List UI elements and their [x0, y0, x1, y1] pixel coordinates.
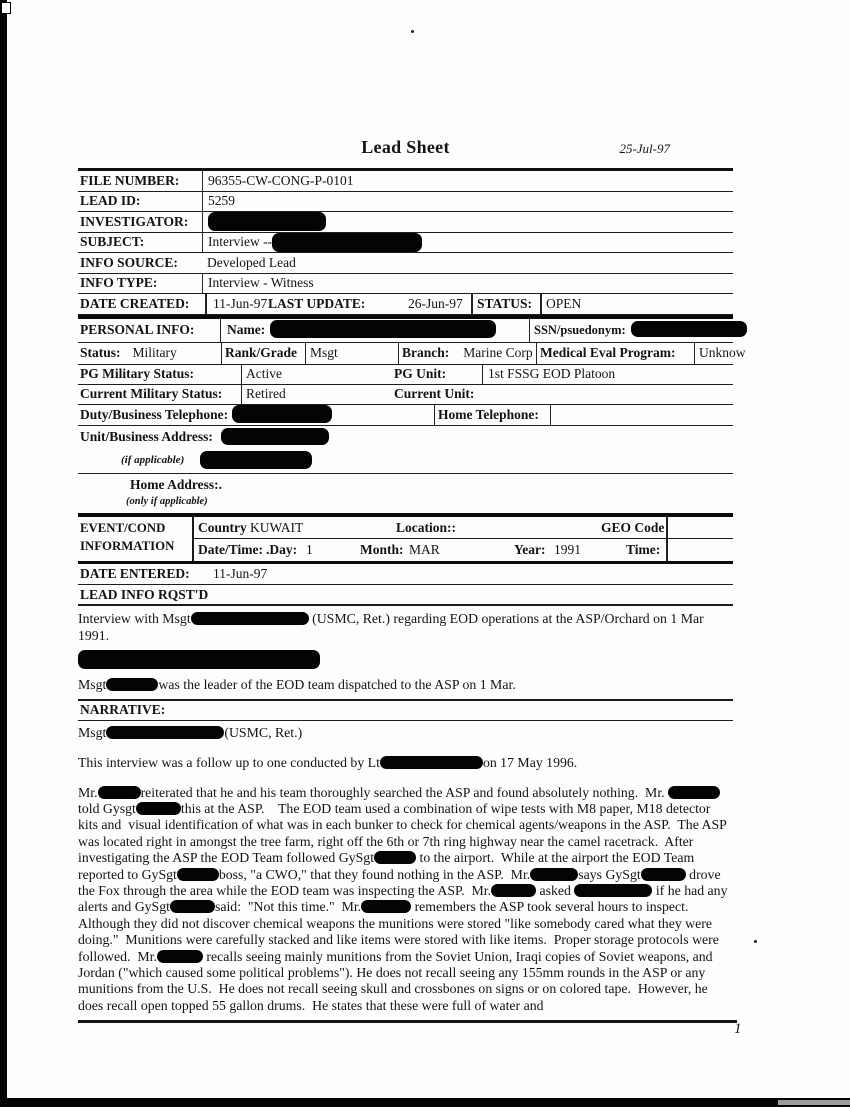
info-type-label: INFO TYPE:	[80, 275, 158, 291]
subject-label: SUBJECT:	[80, 234, 145, 250]
leader-line: Msgt was the leader of the EOD team dispatched to the ASP on 1 Mar.	[78, 677, 733, 700]
redaction-box	[530, 868, 578, 881]
branch-value: Marine Corp	[463, 345, 533, 361]
lead-id-label: LEAD ID:	[80, 193, 141, 209]
redaction-box	[491, 884, 536, 897]
personal-info-label: PERSONAL INFO:	[80, 322, 195, 338]
current-unit-label: Current Unit:	[394, 386, 475, 402]
ssn-label: SSN/psuedonym:	[534, 323, 626, 337]
document-body	[78, 137, 746, 1023]
status-label: STATUS:	[477, 295, 533, 311]
date-entered-row	[78, 565, 733, 585]
file-number-label: FILE NUMBER:	[80, 172, 180, 188]
redaction-box	[208, 212, 326, 231]
file-number-value: 96355-CW-CONG-P-0101	[202, 171, 733, 191]
geo-code-label: GEO Code	[601, 519, 665, 535]
pg-military-status-label: PG Military Status:	[80, 366, 194, 382]
date-entered-value: 11-Jun-97	[213, 566, 268, 582]
subject-value: Interview --	[202, 233, 733, 253]
identification-table	[78, 168, 733, 315]
home-telephone-label: Home Telephone:	[434, 405, 550, 425]
divider	[471, 294, 473, 314]
redaction-box	[272, 233, 422, 252]
redaction-box	[200, 451, 312, 469]
narrative-body: Mr. reiterated that he and his team thoroughly searched the ASP and found absolutely nothing. Mr. told Gysgt this at the ASP. The EOD team used a combination of wipe tests with M8 paper, M18 detector kits and visual identification of what was in each bunker to check for chemical agents/weapons in the ASP. The ASP was located right in amongst the tree farm, right off the 6th or 7th ring highway near the camel racetrack. After investigating the ASP the EOD Team followed GySgt to the airport. While at the airport the EOD Team reported to GySgt boss, "a CWO," that they found nothing in the ASP. Mr. says GySgt drove the Fox through the area while the EOD team was inspecting the ASP. Mr. asked if he had any alerts and GySgt said: "Not this time." Mr. remembers the ASP took several hours to inspect. Although they did not discover chemical weapons the munitions were stored "like somebody cared what they were doing." Munitions were carefully stacked and like items were stored with like items. Proper storage protocols were followed. Mr. recalls seeing mainly munitions from the Soviet Union, Iraqi copies of Soviet weapons, and Jordan ("which caused some political problems"). He does not recall seeing any 155mm rounds in the ASP or any munitions from the U.S. He does not recall seeing skull and crossbones on signs or on colored tape. However, he does recall open topped 55 gallon drums. He states that these were full of water and	[78, 784, 731, 1013]
scanner-edge-left	[0, 0, 7, 1107]
home-address-block	[78, 474, 733, 517]
narrative-header-row	[78, 701, 733, 721]
rank-grade-label: Rank/Grade	[221, 343, 305, 364]
redaction-box	[106, 726, 224, 739]
redaction-box	[136, 802, 181, 815]
narrative-followup: This interview was a follow up to one conducted by Lt on 17 May 1996.	[78, 755, 578, 771]
current-military-status-label: Current Military Status:	[80, 386, 223, 402]
event-cond-section	[78, 517, 733, 564]
last-update-value: 26-Jun-97	[408, 295, 463, 311]
narrative-intro: Msgt (USMC, Ret.)	[78, 724, 303, 740]
redacted-line	[78, 650, 733, 671]
if-applicable-note: (if applicable)	[121, 454, 185, 467]
duty-telephone-label: Duty/Business Telephone:	[80, 406, 229, 422]
status-label: Status:	[80, 345, 121, 361]
name-cell	[220, 319, 529, 342]
branch-label: Branch:	[402, 345, 450, 361]
unit-address-line2	[78, 449, 733, 473]
subject-row	[78, 233, 733, 254]
pg-unit-label: PG Unit:	[394, 366, 447, 382]
personal-info-row	[78, 319, 733, 343]
rank-grade-value: Msgt	[305, 343, 398, 364]
pg-status-row	[78, 365, 733, 385]
footer-rule	[78, 1020, 737, 1023]
info-source-label: INFO SOURCE:	[80, 254, 178, 270]
date-created-label: DATE CREATED:	[80, 295, 190, 311]
scan-artifact-dot	[754, 940, 757, 943]
duty-telephone-cell	[78, 405, 434, 425]
status-value: OPEN	[546, 295, 582, 311]
info-source-value: Developed Lead	[207, 254, 296, 270]
country-label: Country	[198, 519, 247, 535]
event-cond-fields	[194, 517, 733, 561]
only-if-applicable-note: (only if applicable)	[126, 496, 208, 508]
day-label: .Day:	[266, 541, 298, 557]
location-label: Location::	[396, 519, 456, 535]
home-telephone-value-empty	[550, 405, 733, 425]
lead-info-header-row	[78, 585, 733, 607]
unit-address-line1	[78, 426, 733, 449]
date-created-row	[78, 294, 733, 315]
scanner-edge-notch	[1, 2, 11, 14]
redaction-box	[78, 650, 320, 669]
pg-unit-value: 1st FSSG EOD Platoon	[482, 365, 733, 384]
personal-info-section	[78, 319, 746, 517]
redaction-box	[177, 868, 219, 881]
date-created-value: 11-Jun-97	[213, 295, 268, 311]
current-status-row	[78, 385, 733, 405]
branch-cell	[398, 343, 536, 364]
redaction-box	[668, 786, 720, 799]
redaction-box	[270, 320, 496, 338]
header-date: 25-Jul-97	[619, 141, 670, 156]
name-label: Name:	[227, 322, 266, 338]
lead-info-header: LEAD INFO RQST'D	[80, 586, 209, 602]
unit-address2-redacted	[200, 451, 312, 471]
event-label-line1: EVENT/COND	[80, 520, 166, 535]
medical-eval-value: Unknow	[694, 343, 746, 364]
redaction-box	[361, 900, 411, 913]
home-address-label: Home Address:.	[130, 477, 223, 492]
redaction-box	[380, 756, 483, 769]
lead-id-row	[78, 192, 733, 213]
unit-address-block	[78, 426, 733, 474]
scanner-edge-bottom-fade	[778, 1100, 850, 1105]
country-value: KUWAIT	[250, 519, 304, 535]
redaction-box	[221, 428, 329, 445]
page-number: 1	[734, 1021, 742, 1037]
page-title: Lead Sheet	[361, 137, 450, 157]
document-header	[78, 137, 733, 168]
name-value-redacted	[270, 320, 496, 340]
status-value: Military	[132, 345, 177, 361]
last-update-label: LAST UPDATE:	[268, 295, 366, 311]
current-military-status-value: Retired	[241, 385, 394, 404]
date-entered-label: DATE ENTERED:	[80, 566, 190, 582]
redaction-box	[574, 884, 652, 897]
scan-artifact-dot	[411, 30, 414, 33]
telephone-row	[78, 405, 733, 426]
redaction-box	[374, 851, 416, 864]
info-source-row	[78, 253, 733, 274]
divider	[205, 294, 207, 314]
unit-address-label: Unit/Business Address:	[80, 429, 213, 445]
unit-address-redacted	[221, 428, 329, 447]
investigator-label: INVESTIGATOR:	[80, 213, 189, 229]
lead-request-paragraph: Interview with Msgt (USMC, Ret.) regarding EOD operations at the ASP/Orchard on 1 Mar 1991.	[78, 611, 708, 643]
scanner-edge-bottom	[0, 1098, 850, 1107]
ssn-cell	[529, 319, 747, 342]
ssn-value-redacted	[631, 321, 747, 339]
redaction-box	[106, 678, 158, 691]
investigator-row	[78, 212, 733, 233]
lead-id-value: 5259	[202, 192, 733, 212]
redaction-box	[98, 786, 141, 799]
redaction-box	[157, 950, 203, 963]
year-label: Year:	[514, 541, 546, 557]
file-number-row	[78, 171, 733, 192]
event-label-line2: INFORMATION	[80, 539, 175, 554]
redaction-box	[641, 868, 686, 881]
event-cond-label	[78, 517, 194, 561]
redaction-box	[191, 612, 309, 625]
day-value: 1	[306, 541, 313, 557]
medical-eval-label: Medical Eval Program:	[536, 343, 694, 364]
info-type-row	[78, 274, 733, 295]
status-row	[78, 343, 746, 365]
investigator-value-redacted	[202, 212, 733, 232]
duty-telephone-redacted	[232, 405, 332, 425]
redaction-box	[232, 405, 332, 423]
year-value: 1991	[554, 541, 581, 557]
narrative-header: NARRATIVE:	[80, 702, 166, 718]
military-status-cell	[78, 343, 221, 364]
time-label: Time:	[626, 541, 661, 557]
event-row-datetime	[194, 539, 733, 561]
pg-military-status-value: Active	[241, 365, 394, 384]
redaction-box	[170, 900, 215, 913]
redaction-box	[631, 321, 747, 337]
month-value: MAR	[409, 541, 440, 557]
event-row-country	[194, 517, 733, 540]
divider	[540, 294, 542, 314]
datetime-label: Date/Time:	[198, 541, 263, 557]
month-label: Month:	[360, 541, 404, 557]
info-type-value: Interview - Witness	[202, 274, 733, 294]
